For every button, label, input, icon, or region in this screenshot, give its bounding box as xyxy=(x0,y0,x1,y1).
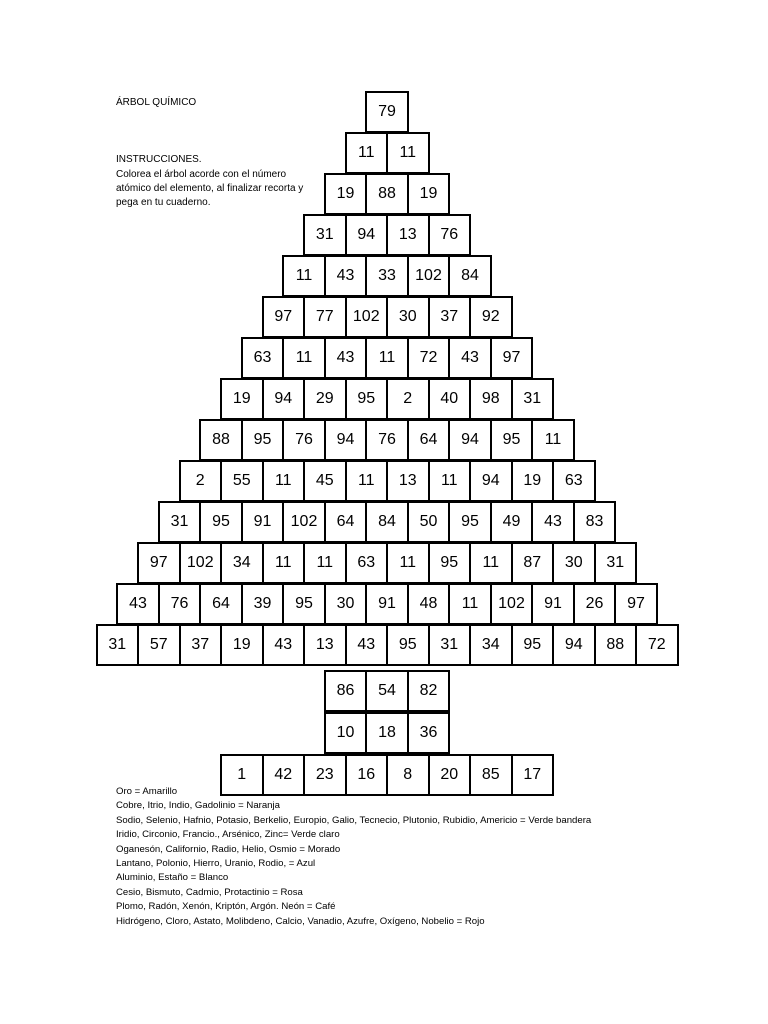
tree-row-cell: 19 xyxy=(324,173,368,215)
tree-row-cell: 2 xyxy=(179,460,223,502)
legend-line: Aluminio, Estaño = Blanco xyxy=(116,872,229,884)
tree-row-cell: 97 xyxy=(614,583,658,625)
tree-row-cell: 95 xyxy=(511,624,555,666)
tree-row-cell: 57 xyxy=(137,624,181,666)
tree-row-cell: 95 xyxy=(428,542,472,584)
tree-row-cell: 84 xyxy=(448,255,492,297)
tree-row-cell: 31 xyxy=(594,542,638,584)
tree-row-cell: 88 xyxy=(199,419,243,461)
tree-row-cell: 72 xyxy=(407,337,451,379)
tree-row-cell: 48 xyxy=(407,583,451,625)
tree-row-cell: 76 xyxy=(158,583,202,625)
base-row-cell: 8 xyxy=(386,754,430,796)
tree-row-cell: 11 xyxy=(303,542,347,584)
tree-row-cell: 97 xyxy=(490,337,534,379)
legend-line: Iridio, Circonio, Francio., Arsénico, Zinc= Verde claro xyxy=(116,829,340,841)
trunk-row-cell: 82 xyxy=(407,670,451,712)
tree-row-cell: 11 xyxy=(386,542,430,584)
tree-row-cell: 49 xyxy=(490,501,534,543)
tree-row-cell: 55 xyxy=(220,460,264,502)
tree-row-cell: 88 xyxy=(365,173,409,215)
tree-row-cell: 91 xyxy=(531,583,575,625)
tree-row-cell: 76 xyxy=(365,419,409,461)
tree-row-cell: 11 xyxy=(345,132,389,174)
tree-row-cell: 45 xyxy=(303,460,347,502)
tree-row-cell: 64 xyxy=(199,583,243,625)
tree-row-cell: 64 xyxy=(407,419,451,461)
tree-row-cell: 43 xyxy=(324,337,368,379)
tree-row-cell: 63 xyxy=(241,337,285,379)
tree-row-cell: 76 xyxy=(282,419,326,461)
base-row-cell: 1 xyxy=(220,754,264,796)
base-row-cell: 20 xyxy=(428,754,472,796)
tree-row-cell: 19 xyxy=(511,460,555,502)
worksheet-title: ÁRBOL QUÍMICO xyxy=(116,97,197,108)
tree-row-cell: 30 xyxy=(552,542,596,584)
tree-row-cell: 94 xyxy=(448,419,492,461)
tree-row-cell: 95 xyxy=(448,501,492,543)
trunk-row-cell: 10 xyxy=(324,712,368,754)
tree-row-cell: 102 xyxy=(345,296,389,338)
tree-row-cell: 50 xyxy=(407,501,451,543)
tree-row-cell: 19 xyxy=(407,173,451,215)
tree-row-cell: 11 xyxy=(262,460,306,502)
tree-row-cell: 37 xyxy=(179,624,223,666)
tree-row-cell: 2 xyxy=(386,378,430,420)
tree-row-cell: 11 xyxy=(262,542,306,584)
trunk-row-cell: 86 xyxy=(324,670,368,712)
base-row-cell: 17 xyxy=(511,754,555,796)
legend-line: Lantano, Polonio, Hierro, Uranio, Rodio, = Azul xyxy=(116,858,316,870)
tree-row-cell: 95 xyxy=(490,419,534,461)
tree-row-cell: 94 xyxy=(552,624,596,666)
tree-row-cell: 31 xyxy=(511,378,555,420)
tree-row-cell: 98 xyxy=(469,378,513,420)
tree-row-cell: 94 xyxy=(324,419,368,461)
tree-row-cell: 43 xyxy=(345,624,389,666)
tree-row-cell: 31 xyxy=(303,214,347,256)
legend-line: Sodio, Selenio, Hafnio, Potasio, Berkelio, Europio, Galio, Tecnecio, Plutonio, Rubidio, Americio = Verde bandera xyxy=(116,814,592,826)
tree-row-cell: 95 xyxy=(386,624,430,666)
instructions-heading: INSTRUCCIONES. xyxy=(116,154,202,165)
legend-line: Cobre, Itrio, Indio, Gadolinio = Naranja xyxy=(116,800,280,812)
tree-row-cell: 76 xyxy=(428,214,472,256)
tree-row-cell: 11 xyxy=(469,542,513,584)
tree-row-cell: 43 xyxy=(531,501,575,543)
tree-row-cell: 33 xyxy=(365,255,409,297)
tree-row-cell: 43 xyxy=(448,337,492,379)
base-row-cell: 23 xyxy=(303,754,347,796)
tree-row-cell: 11 xyxy=(365,337,409,379)
tree-row-cell: 95 xyxy=(241,419,285,461)
tree-row-cell: 95 xyxy=(199,501,243,543)
tree-row-cell: 34 xyxy=(220,542,264,584)
tree-row-cell: 11 xyxy=(428,460,472,502)
tree-row-cell: 29 xyxy=(303,378,347,420)
tree-row-cell: 11 xyxy=(386,132,430,174)
tree-row-cell: 30 xyxy=(386,296,430,338)
tree-row-cell: 97 xyxy=(262,296,306,338)
legend-line: Cesio, Bismuto, Cadmio, Protactinio = Rosa xyxy=(116,886,303,898)
tree-row-cell: 84 xyxy=(365,501,409,543)
legend-line: Plomo, Radón, Xenón, Kriptón, Argón. Neón = Café xyxy=(116,901,336,913)
tree-row-cell: 83 xyxy=(573,501,617,543)
tree-row-cell: 31 xyxy=(158,501,202,543)
tree-row-cell: 63 xyxy=(345,542,389,584)
base-row-cell: 16 xyxy=(345,754,389,796)
tree-row-cell: 92 xyxy=(469,296,513,338)
tree-row-cell: 11 xyxy=(531,419,575,461)
tree-row-cell: 19 xyxy=(220,624,264,666)
tree-row-cell: 102 xyxy=(490,583,534,625)
tree-row-cell: 102 xyxy=(407,255,451,297)
tree-row-cell: 26 xyxy=(573,583,617,625)
tree-row-cell: 43 xyxy=(324,255,368,297)
tree-row-cell: 102 xyxy=(179,542,223,584)
tree-row-cell: 11 xyxy=(282,255,326,297)
trunk-row-cell: 18 xyxy=(365,712,409,754)
base-row-cell: 42 xyxy=(262,754,306,796)
tree-row-cell: 31 xyxy=(96,624,140,666)
tree-row-cell: 30 xyxy=(324,583,368,625)
legend-line: Hidrógeno, Cloro, Astato, Molibdeno, Calcio, Vanadio, Azufre, Oxígeno, Nobelio = Rojo xyxy=(116,915,485,927)
tree-row-cell: 77 xyxy=(303,296,347,338)
tree-row-cell: 11 xyxy=(345,460,389,502)
tree-row-cell: 40 xyxy=(428,378,472,420)
tree-row-cell: 102 xyxy=(282,501,326,543)
tree-row-cell: 94 xyxy=(345,214,389,256)
trunk-row-cell: 54 xyxy=(365,670,409,712)
tree-row-cell: 72 xyxy=(635,624,679,666)
tree-row-cell: 95 xyxy=(282,583,326,625)
instructions-text: Colorea el árbol acorde con el número atómico del elemento, al finalizar recorta y pega en tu cuaderno. xyxy=(116,169,304,208)
tree-row-cell: 11 xyxy=(448,583,492,625)
tree-row-cell: 13 xyxy=(303,624,347,666)
tree-row-cell: 64 xyxy=(324,501,368,543)
tree-row-cell: 11 xyxy=(282,337,326,379)
tree-row-cell: 19 xyxy=(220,378,264,420)
tree-row-cell: 13 xyxy=(386,214,430,256)
legend-line: Oganesón, Californio, Radio, Helio, Osmio = Morado xyxy=(116,843,341,855)
tree-row-cell: 88 xyxy=(594,624,638,666)
tree-row-cell: 97 xyxy=(137,542,181,584)
color-legend xyxy=(116,785,591,929)
tree-row-cell: 31 xyxy=(428,624,472,666)
tree-row-cell: 39 xyxy=(241,583,285,625)
tree-row-cell: 43 xyxy=(262,624,306,666)
legend-line: Oro = Amarillo xyxy=(116,786,178,797)
tree-row-cell: 13 xyxy=(386,460,430,502)
tree-row-cell: 95 xyxy=(345,378,389,420)
tree-row-cell: 34 xyxy=(469,624,513,666)
base-row-cell: 85 xyxy=(469,754,513,796)
tree-row-cell: 94 xyxy=(469,460,513,502)
tree-row-cell: 87 xyxy=(511,542,555,584)
tree-row-cell: 79 xyxy=(365,91,409,133)
tree-row-cell: 91 xyxy=(241,501,285,543)
tree-row-cell: 91 xyxy=(365,583,409,625)
tree-row-cell: 43 xyxy=(116,583,160,625)
trunk-row-cell: 36 xyxy=(407,712,451,754)
tree-row-cell: 63 xyxy=(552,460,596,502)
tree-row-cell: 37 xyxy=(428,296,472,338)
tree-row-cell: 94 xyxy=(262,378,306,420)
